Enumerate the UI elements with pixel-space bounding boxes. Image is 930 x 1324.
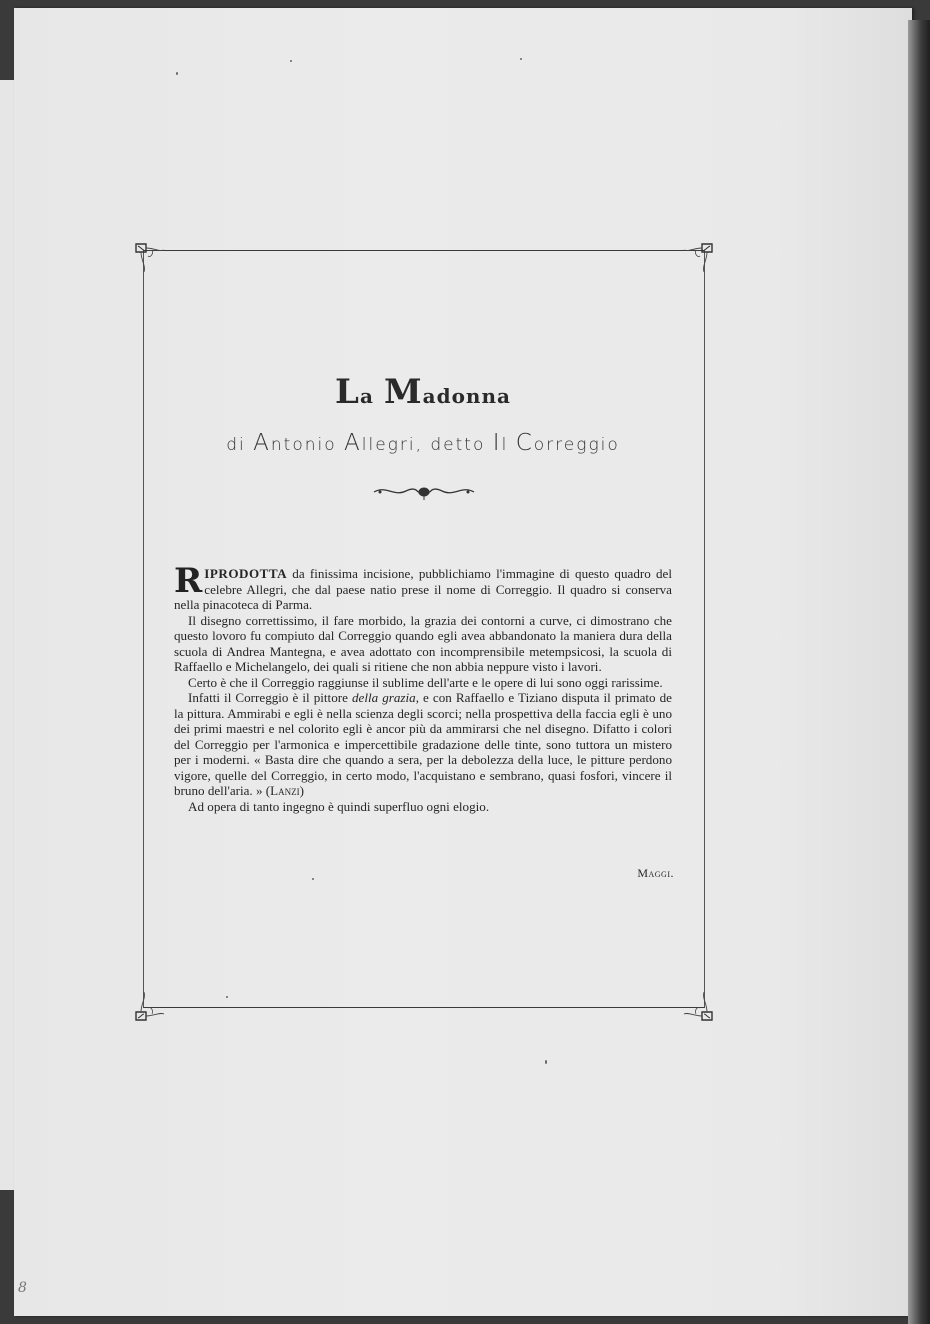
author-signature: Maggi. xyxy=(637,866,674,880)
paragraph-1 xyxy=(174,561,672,613)
paragraph-2: Il disegno correttissimo, il fare morbido, la grazia dei contorni a curve, ci dimostrano che questo lovoro fu compiuto dal Correggio quando egli avea abbandonato la maniera dura della scuola di Andrea Mantegna, e avea adottato con incomprensibile metempsicosi, la scuola di Raffaello e Michelangelo, dei quali si ritiene che non abbia neppure visto i lavori. xyxy=(174,612,672,674)
lead-word: IPRODOTTA xyxy=(204,566,288,581)
corner-ornament-icon xyxy=(678,238,718,278)
paragraph-4-text-a: Infatti il Correggio è il pittore xyxy=(188,690,352,705)
corner-ornament-icon xyxy=(130,986,170,1026)
title-word-rest: adonna xyxy=(422,384,511,408)
title-initial: M xyxy=(383,372,423,412)
subtitle-part: I xyxy=(492,430,502,456)
quote-source: Lanzi xyxy=(270,783,300,798)
paragraph-4-end: ) xyxy=(299,783,305,798)
page-folio-number: 8 xyxy=(18,1280,27,1296)
article-body xyxy=(174,561,672,814)
page-title xyxy=(143,372,703,412)
subtitle-part: llegri, detto xyxy=(361,435,493,455)
drop-cap: R xyxy=(174,561,203,601)
paragraph-1-text: da finissima incisione, pubblichiamo l'immagine di questo quadro del celebre Allegri, che dal paese natio prese il nome di Correggio. Il quadro si conserva nella pinacoteca di Parma. xyxy=(174,566,672,612)
page-subtitle xyxy=(143,430,703,456)
subtitle-part: A xyxy=(253,430,271,456)
subtitle-part: ntonio xyxy=(270,435,345,455)
corner-ornament-icon xyxy=(678,986,718,1026)
paragraph-4-text-b: , e con Raffaello e Tiziano disputa il primato de la pittura. Ammirabi e egli è nella scienza degli scorci; nella prospettiva della faccia egli è uno dei primi maestri e nel colorito egli è ancor più da ammirarsi che nel disegno. Difatto i colori del Correggio per l'armonica e impercettibile gradazione delle tinte, sono tuttora un mistero per i moderni. « Basta dire che quando a sera, per la debolezza della luce, le pitture perdono vigore, quelle del Correggio, in certo modo, l'acquistano e sembrano, quasi fosfori, vincere il bruno dell'aria. » ( xyxy=(174,690,672,798)
book-spine-shadow xyxy=(908,20,930,1324)
subtitle-part: l xyxy=(501,435,516,455)
paragraph-4-italic: della grazia xyxy=(351,690,416,705)
paragraph-3: Certo è che il Correggio raggiunse il sublime dell'arte e le opere di lui sono oggi rarissime. xyxy=(188,674,663,690)
subtitle-part: di xyxy=(226,435,254,455)
paragraph-4 xyxy=(174,690,672,799)
subtitle-part: orreggio xyxy=(533,435,620,455)
flourish-ornament-icon xyxy=(372,483,476,501)
subtitle-part: C xyxy=(515,430,534,456)
title-initial: L xyxy=(335,372,360,412)
paragraph-5: Ad opera di tanto ingegno è quindi superfluo ogni elogio. xyxy=(188,798,490,814)
subtitle-part: A xyxy=(344,430,362,456)
title-word-rest: a xyxy=(359,384,374,408)
corner-ornament-icon xyxy=(130,238,170,278)
